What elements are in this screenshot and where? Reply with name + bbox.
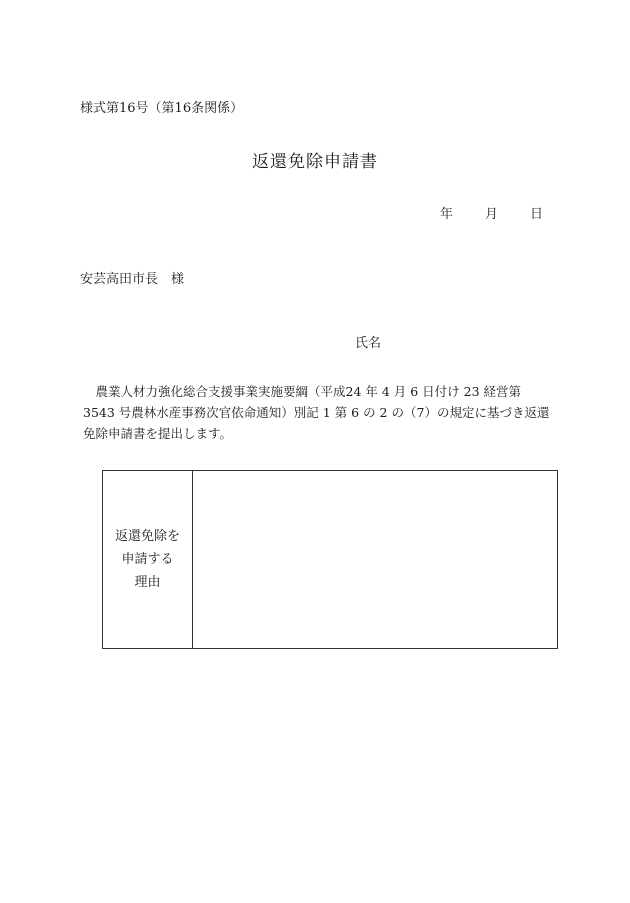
document-title: 返還免除申請書 bbox=[252, 152, 378, 172]
reason-table bbox=[102, 470, 558, 649]
body-paragraph bbox=[83, 381, 563, 444]
reason-value-cell[interactable] bbox=[193, 471, 557, 648]
date-line bbox=[440, 203, 543, 222]
date-month-label: 月 bbox=[485, 207, 499, 222]
body-line: 免除申請書を提出します。 bbox=[83, 426, 233, 441]
reason-label-cell bbox=[103, 471, 193, 648]
applicant-name-label: 氏名 bbox=[355, 336, 382, 351]
date-year-label: 年 bbox=[440, 207, 454, 222]
body-line: 農業人材力強化総合支援事業実施要綱（平成24 年 4 月 6 日付け 23 経営第 bbox=[83, 384, 522, 399]
date-day-label: 日 bbox=[530, 207, 544, 222]
reason-label-line: 返還免除を bbox=[114, 529, 180, 544]
reason-label-line: 理由 bbox=[134, 575, 161, 590]
reason-label-line: 申請する bbox=[121, 552, 174, 567]
body-line: 3543 号農林水産事務次官依命通知）別記 1 第 6 の 2 の（7）の規定に基づき返還 bbox=[83, 405, 550, 420]
form-number: 様式第16号（第16条関係） bbox=[80, 101, 244, 116]
addressee: 安芸高田市長 様 bbox=[80, 272, 185, 287]
